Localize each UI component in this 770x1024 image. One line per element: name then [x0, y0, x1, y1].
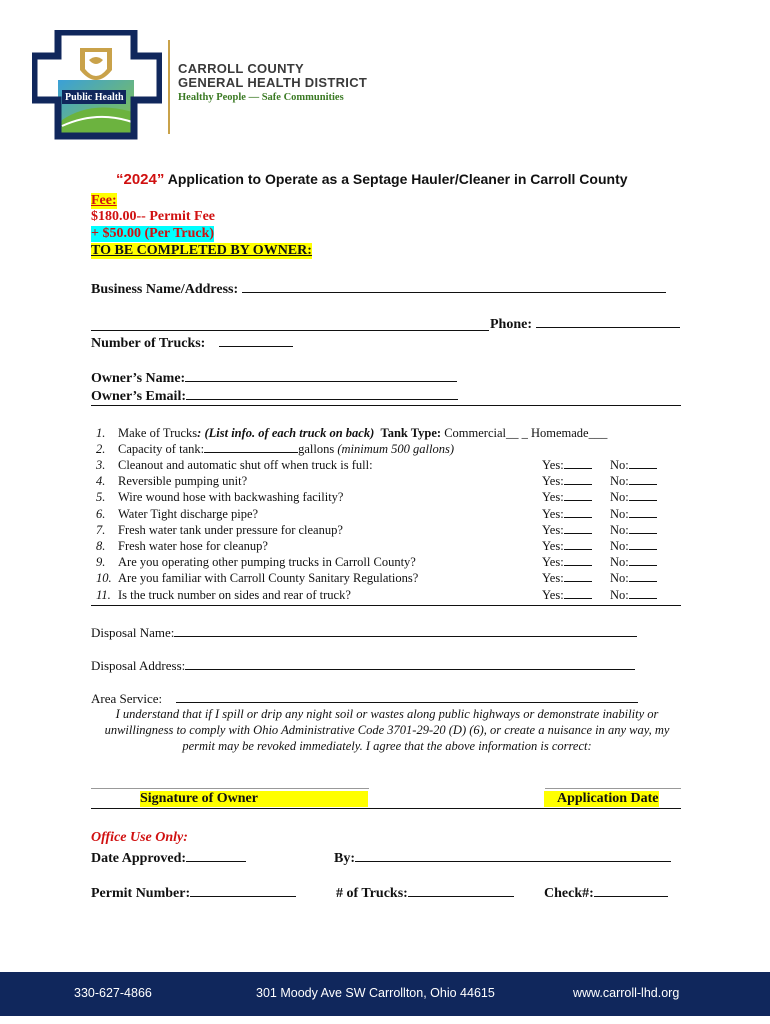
- yes-input[interactable]: [564, 457, 592, 469]
- question-2: [96, 441, 454, 457]
- yes-field: [542, 538, 592, 554]
- owner-signature-label: Signature of Owner: [140, 791, 368, 807]
- no-field: [610, 522, 657, 538]
- question-number: 6.: [96, 506, 106, 521]
- permit-number-label: Permit Number:: [91, 886, 191, 901]
- yes-label: Yes:: [542, 555, 564, 570]
- no-input[interactable]: [629, 570, 657, 582]
- question-5: [96, 489, 343, 505]
- truck-fee: + $50.00 (Per Truck): [91, 226, 215, 241]
- yes-label: Yes:: [542, 522, 564, 537]
- question-note: : (List info. of each truck on back): [197, 426, 375, 440]
- disposal-address-field: [91, 657, 635, 674]
- check-field: [544, 884, 668, 902]
- org-tagline: Healthy People — Safe Communities: [178, 92, 344, 103]
- question-6: [96, 506, 258, 522]
- business-address-line[interactable]: [91, 330, 489, 331]
- office-use-heading: Office Use Only:: [91, 830, 188, 845]
- form-title: [116, 171, 628, 188]
- no-input[interactable]: [629, 457, 657, 469]
- business-field: [91, 280, 666, 298]
- check-label: Check#:: [544, 886, 594, 901]
- capacity-input[interactable]: [204, 441, 298, 453]
- by-field: [334, 849, 671, 867]
- by-input[interactable]: [355, 849, 671, 862]
- no-label: No:: [610, 474, 629, 489]
- by-label: By:: [334, 851, 355, 866]
- date-approved-input[interactable]: [186, 849, 246, 862]
- disposal-address-input[interactable]: [185, 657, 635, 670]
- question-number: 5.: [96, 490, 106, 505]
- no-input[interactable]: [629, 587, 657, 599]
- area-service-label: Area Service:: [91, 691, 163, 706]
- footer-phone: 330-627-4866: [74, 986, 152, 1000]
- question-10: [96, 570, 418, 586]
- question-text: Are you familiar with Carroll County Sanitary Regulations?: [118, 571, 419, 586]
- yes-label: Yes:: [542, 474, 564, 489]
- permit-number-input[interactable]: [190, 884, 296, 897]
- disposal-name-input[interactable]: [174, 624, 637, 637]
- no-field: [610, 473, 657, 489]
- yes-input[interactable]: [564, 522, 592, 534]
- owner-name-field: [91, 369, 457, 387]
- yes-field: [542, 554, 592, 570]
- question-number: 8.: [96, 539, 106, 553]
- section-divider: [91, 405, 681, 406]
- yes-input[interactable]: [564, 538, 592, 550]
- owner-email-field: [91, 387, 458, 405]
- phone-input[interactable]: [536, 315, 680, 328]
- questions-divider: [91, 605, 681, 606]
- no-field: [610, 554, 657, 570]
- org-name-line2: GENERAL HEALTH DISTRICT: [178, 75, 368, 90]
- org-name-line1: CARROLL COUNTY: [178, 61, 305, 76]
- no-input[interactable]: [629, 489, 657, 501]
- question-7: [96, 522, 343, 538]
- footer-address: 301 Moody Ave SW Carrollton, Ohio 44615: [256, 986, 495, 1000]
- capacity-unit: gallons: [298, 442, 335, 456]
- date-approved-label: Date Approved:: [91, 851, 187, 866]
- question-number: 2.: [96, 442, 106, 456]
- no-label: No:: [610, 571, 629, 586]
- owner-email-input[interactable]: [186, 387, 458, 400]
- num-trucks-field: [336, 884, 514, 902]
- question-number: 10.: [96, 571, 112, 586]
- question-text: Make of Trucks: [118, 426, 198, 440]
- no-label: No:: [610, 539, 629, 553]
- num-trucks-input[interactable]: [408, 884, 514, 897]
- question-text: Cleanout and automatic shut off when truck is full:: [118, 458, 373, 472]
- trucks-field: [91, 334, 293, 352]
- yes-label: Yes:: [542, 587, 564, 602]
- business-label: Business Name/Address:: [91, 282, 239, 297]
- question-number: 1.: [96, 426, 106, 440]
- question-9: [96, 554, 416, 570]
- no-label: No:: [610, 506, 629, 521]
- title-text: Application to Operate as a Septage Hauler/Cleaner in Carroll County: [167, 171, 628, 187]
- yes-input[interactable]: [564, 554, 592, 566]
- no-input[interactable]: [629, 473, 657, 485]
- yes-input[interactable]: [564, 473, 592, 485]
- no-field: [610, 457, 657, 473]
- yes-label: Yes:: [542, 539, 564, 553]
- trucks-input[interactable]: [219, 334, 293, 347]
- date-approved-field: [91, 849, 246, 867]
- yes-label: Yes:: [542, 490, 564, 505]
- no-input[interactable]: [629, 522, 657, 534]
- yes-input[interactable]: [564, 570, 592, 582]
- question-8: [96, 538, 268, 554]
- no-field: [610, 570, 657, 586]
- no-label: No:: [610, 490, 629, 505]
- trucks-label: Number of Trucks:: [91, 336, 206, 351]
- no-field: [610, 489, 657, 505]
- no-input[interactable]: [629, 554, 657, 566]
- no-field: [610, 587, 657, 603]
- logo-badge-text: Public Health: [65, 92, 124, 103]
- question-text: Are you operating other pumping trucks in Carroll County?: [118, 555, 416, 570]
- tank-type-options[interactable]: Commercial__ _ Homemade___: [444, 426, 608, 440]
- question-text: Is the truck number on sides and rear of truck?: [118, 587, 351, 602]
- signature-line[interactable]: [91, 808, 681, 809]
- question-4: [96, 473, 247, 489]
- num-trucks-label: # of Trucks:: [336, 886, 408, 901]
- question-number: 11.: [96, 587, 111, 602]
- agreement-statement: I understand that if I spill or drip any night soil or wastes along public highways or demonstrate inability or unwillingness to comply with Ohio Administrative Code 3701-29-20 (D) (6), or create a nuisance in any way, my permit may be revoked immediately. I agree that the above information is correct:: [104, 707, 670, 753]
- header-divider: [168, 40, 170, 134]
- owner-name-input[interactable]: [185, 369, 457, 382]
- application-date-label: Application Date: [544, 791, 659, 807]
- footer-website[interactable]: www.carroll-lhd.org: [573, 986, 680, 1000]
- title-year: “2024”: [116, 171, 165, 188]
- owner-note: TO BE COMPLETED BY OWNER:: [91, 243, 312, 258]
- phone-field: [490, 315, 680, 333]
- yes-label: Yes:: [542, 506, 564, 521]
- owner-name-label: Owner’s Name:: [91, 371, 186, 386]
- yes-field: [542, 522, 592, 538]
- question-text: Fresh water hose for cleanup?: [118, 539, 268, 553]
- area-service-field: [91, 690, 638, 707]
- no-label: No:: [610, 458, 629, 472]
- yes-input[interactable]: [564, 587, 592, 599]
- logo: [32, 30, 162, 140]
- question-text: Reversible pumping unit?: [118, 474, 248, 489]
- owner-email-label: Owner’s Email:: [91, 389, 186, 404]
- question-text: Capacity of tank:: [118, 442, 205, 456]
- fee-label: Fee:: [91, 193, 117, 208]
- question-number: 9.: [96, 555, 106, 570]
- permit-fee: $180.00-- Permit Fee: [91, 209, 215, 224]
- area-service-input[interactable]: [176, 690, 638, 703]
- yes-label: Yes:: [542, 571, 564, 586]
- question-1: [96, 425, 607, 441]
- no-label: No:: [610, 555, 629, 570]
- question-text: Water Tight discharge pipe?: [118, 506, 259, 521]
- no-field: [610, 506, 657, 522]
- check-input[interactable]: [594, 884, 668, 897]
- yes-field: [542, 489, 592, 505]
- question-number: 3.: [96, 458, 106, 472]
- tank-type-label: Tank Type:: [380, 426, 442, 440]
- public-health-logo-icon: [32, 30, 162, 140]
- phone-label: Phone:: [490, 317, 532, 332]
- business-input[interactable]: [242, 280, 666, 293]
- question-number: 4.: [96, 474, 106, 489]
- yes-input[interactable]: [564, 506, 592, 518]
- disposal-name-label: Disposal Name:: [91, 625, 175, 640]
- question-number: 7.: [96, 522, 106, 537]
- question-text: Fresh water tank under pressure for cleanup?: [118, 522, 343, 537]
- yes-field: [542, 457, 592, 473]
- signature-top-line-left: [91, 788, 369, 789]
- no-input[interactable]: [629, 506, 657, 518]
- signature-top-line-right: [545, 788, 681, 789]
- question-text: Wire wound hose with backwashing facility?: [118, 490, 344, 505]
- yes-field: [542, 587, 592, 603]
- no-label: No:: [610, 587, 629, 602]
- yes-input[interactable]: [564, 489, 592, 501]
- no-label: No:: [610, 522, 629, 537]
- footer-bar: [0, 972, 770, 1016]
- question-note: (minimum 500 gallons): [337, 442, 454, 456]
- yes-field: [542, 506, 592, 522]
- yes-field: [542, 570, 592, 586]
- yes-label: Yes:: [542, 458, 564, 472]
- yes-field: [542, 473, 592, 489]
- permit-number-field: [91, 884, 296, 902]
- no-input[interactable]: [629, 538, 657, 550]
- no-field: [610, 538, 657, 554]
- question-3: [96, 457, 373, 473]
- question-11: [96, 587, 351, 603]
- disposal-name-field: [91, 624, 637, 641]
- disposal-address-label: Disposal Address:: [91, 658, 186, 673]
